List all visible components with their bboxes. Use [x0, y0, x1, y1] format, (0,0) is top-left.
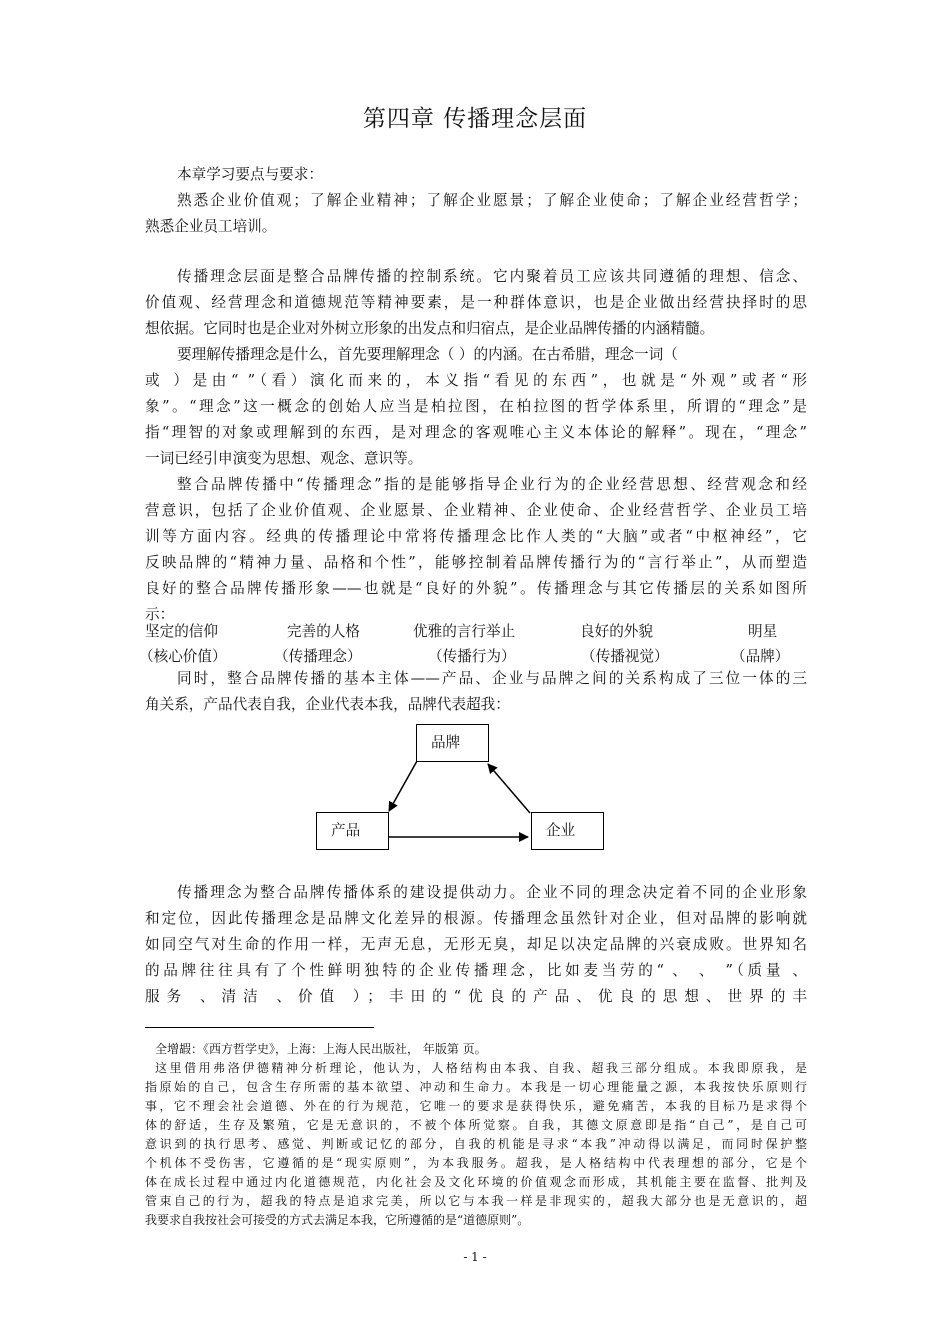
page-number: - 1 -: [463, 1250, 487, 1264]
footnote-line: 个机体不受伤害，它遵循的是“现实原则”，为本我服务。超我，是人格结构中代表理想的部分，它是个: [145, 1156, 807, 1170]
relation-item: （传播理念）: [274, 648, 362, 665]
paragraph-line: 想依据。它同时也是企业对外树立形象的出发点和归宿点，是企业品牌传播的内涵精髓。: [145, 320, 715, 337]
paragraph-line: 良好的整合品牌传播形象——也就是“良好的外貌”。传播理念与其它传播层的关系如图所: [145, 580, 807, 597]
relation-item: 完善的人格: [287, 623, 360, 640]
requirements-line: 熟悉企业价值观；了解企业精神；了解企业愿景；了解企业使命；了解企业经营哲学；: [177, 192, 807, 209]
relation-item: 优雅的言行举止: [413, 623, 516, 640]
paragraph-line: 如同空气对生命的作用一样，无声无息，无形无臭，却足以决定品牌的兴衰成败。世界知名: [145, 936, 807, 953]
relation-item: （品牌）: [731, 648, 790, 665]
paragraph-line: 传播理念层面是整合品牌传播的控制系统。它内聚着员工应该共同遵循的理想、信念、: [177, 268, 807, 285]
relation-item: （核心价值）: [139, 648, 227, 665]
paragraph-line: 的品牌往往具有了个性鲜明独特的企业传播理念，比如麦当劳的“ 、 、 ”（质量 、: [145, 962, 807, 979]
relation-item: （传播行为）: [428, 648, 516, 665]
footnote-line: 管束自己的行为，超我的特点是追求完美，所以它与本我一样是非现实的，超我大部分也是无意识的，超: [145, 1194, 807, 1208]
relation-item: 良好的外貌: [580, 623, 653, 640]
relation-item: 坚定的信仰: [145, 623, 218, 640]
requirements-line: 熟悉企业员工培训。: [145, 218, 277, 235]
arrow-enterprise-to-brand: [488, 764, 530, 813]
footnote-line: 我要求自我按社会可接受的方式去满足本我，它所遵循的是“道德原则”。: [145, 1213, 530, 1227]
paragraph-line: 要理解传播理念是什么，首先要理解理念（ ）的内涵。在古希腊，理念一词（: [177, 346, 678, 363]
product-box: 产品: [316, 812, 389, 850]
footnote-separator: [145, 1027, 374, 1028]
paragraph-line: 或 ）是由“ ”（看）演化而来的，本义指“看见的东西”，也就是“外观”或者“形: [145, 372, 807, 389]
paragraph-line: 角关系，产品代表自我，企业代表本我，品牌代表超我：: [145, 696, 510, 713]
footnote-line: 指原始的自己，包含生存所需的基本欲望、冲动和生命力。本我是一切心理能量之源，本我按快乐原则行: [145, 1080, 807, 1094]
footnote-line: 这里借用弗洛伊德精神分析理论，他认为，人格结构由本我、自我、超我三部分组成。本我即原我，是: [155, 1061, 807, 1075]
paragraph-line: 指“理智的对象或理解到的东西，是对理念的客观唯心主义本体论的解释”。现在，“理念”: [145, 424, 807, 441]
footnote-line: 体的舒适，生存及繁殖，它是无意识的，不被个体所觉察。自我，其德文原意即是指“自己”，是自己可: [145, 1118, 807, 1132]
paragraph-line: 反映品牌的“精神力量、品格和个性”，能够控制着品牌传播行为的“言行举止”，从而塑造: [145, 554, 807, 571]
enterprise-box: 企业: [531, 812, 604, 850]
relation-item: 明星: [748, 623, 778, 640]
paragraph-line: 服务 、清洁 、价值 ）；丰田的“优良的产品、优良的思想、世界的丰: [145, 988, 807, 1005]
relation-item: （传播视觉）: [581, 648, 669, 665]
brand-box: 品牌: [416, 724, 489, 762]
footnote-line: 全增嘏：《西方哲学史》，上海：上海人民出版社， 年版第 页。: [155, 1042, 487, 1056]
requirements-heading: 本章学习要点与要求：: [177, 166, 323, 183]
paragraph-line: 营意识，包括了企业价值观、企业愿景、企业精神、企业使命、企业经营哲学、企业员工培: [145, 502, 807, 519]
arrow-brand-to-product: [389, 761, 417, 811]
paragraph-line: 一词已经引申演变为思想、观念、意识等。: [145, 450, 423, 467]
footnote-line: 体在成长过程中通过内化道德规范，内化社会及文化环境的价值观念而形成，其机能主要在监督、批判及: [145, 1175, 807, 1189]
paragraph-line: 和定位，因此传播理念是品牌文化差异的根源。传播理念虽然针对企业，但对品牌的影响就: [145, 910, 807, 927]
paragraph-line: 象”。“理念”这一概念的创始人应当是柏拉图，在柏拉图的哲学体系里，所谓的“理念”是: [145, 398, 807, 415]
paragraph-line: 传播理念为整合品牌传播体系的建设提供动力。企业不同的理念决定着不同的企业形象: [177, 884, 807, 901]
chapter-title: 第四章 传播理念层面: [362, 106, 588, 132]
paragraph-line: 整合品牌传播中“传播理念”指的是能够指导企业行为的企业经营思想、经营观念和经: [177, 476, 807, 493]
paragraph-line: 价值观、经营理念和道德规范等精神要素，是一种群体意识，也是企业做出经营抉择时的思: [145, 294, 807, 311]
footnote-line: 事，它不理会社会道德、外在的行为规范，它唯一的要求是获得快乐，避免痛苦，本我的目标乃是求得个: [145, 1099, 807, 1113]
paragraph-line: 训等方面内容。经典的传播理论中常将传播理念比作人类的“大脑”或者“中枢神经”，它: [145, 528, 807, 545]
paragraph-line: 同时，整合品牌传播的基本主体——产品、企业与品牌之间的关系构成了三位一体的三: [177, 670, 807, 687]
footnote-line: 意识到的执行思考、感觉、判断或记忆的部分，自我的机能是寻求“本我”冲动得以满足，而同时保护整: [145, 1137, 807, 1151]
paragraph-line: 示：: [145, 606, 175, 623]
